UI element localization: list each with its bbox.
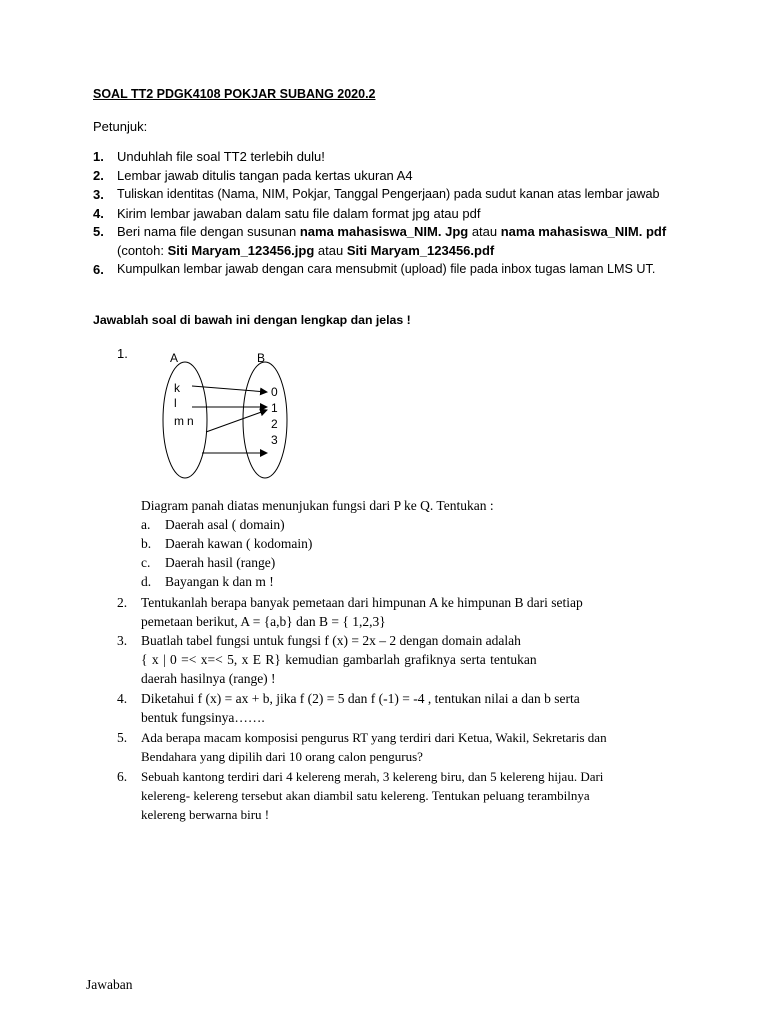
set-a-label: A bbox=[170, 351, 179, 365]
question-number: 4. bbox=[117, 691, 128, 706]
q1-intro: Diagram panah diatas menunjukan fungsi dari P ke Q. Tentukan : bbox=[141, 498, 494, 513]
instruction-number: 4. bbox=[93, 206, 104, 221]
instruction-number: 5. bbox=[93, 224, 104, 239]
set-b-item: 0 bbox=[271, 385, 278, 399]
question-text: Bendahara yang dipilih dari 10 orang calon pengurus? bbox=[141, 749, 423, 764]
question-number: 6. bbox=[117, 769, 128, 784]
answer-label: Jawaban bbox=[86, 977, 133, 992]
q1-part: Daerah hasil (range) bbox=[165, 555, 276, 570]
question-text: Sebuah kantong terdiri dari 4 kelereng merah, 3 kelereng biru, dan 5 kelereng hijau. Dari bbox=[141, 769, 604, 784]
set-a-item: m bbox=[174, 414, 184, 428]
question-text: Tentukanlah berapa banyak pemetaan dari himpunan A ke himpunan B dari setiap bbox=[141, 595, 583, 610]
instruction-item: Tuliskan identitas (Nama, NIM, Pokjar, Tanggal Pengerjaan) pada sudut kanan atas lembar jawab bbox=[117, 187, 660, 201]
page-title: SOAL TT2 PDGK4108 POKJAR SUBANG 2020.2 bbox=[93, 87, 376, 101]
instruction-item bbox=[117, 224, 666, 239]
set-a-item: k bbox=[174, 381, 180, 395]
question-text: Diketahui f (x) = ax + b, jika f (2) = 5 dan f (-1) = -4 , tentukan nilai a dan b serta bbox=[141, 691, 580, 706]
question-number: 1. bbox=[117, 346, 128, 361]
set-b-item: 1 bbox=[271, 401, 278, 415]
filename-example-pdf: Siti Maryam_123456.pdf bbox=[346, 243, 495, 258]
instruction-text: (contoh: bbox=[117, 243, 168, 258]
q1-part: Daerah asal ( domain) bbox=[165, 517, 285, 532]
instruction-text: Beri nama file dengan susunan bbox=[117, 224, 300, 239]
instruction-number: 2. bbox=[93, 168, 104, 183]
instruction-item: Unduhlah file soal TT2 terlebih dulu! bbox=[117, 149, 325, 164]
arrow-diagram bbox=[150, 340, 310, 490]
q1-part: Daerah kawan ( kodomain) bbox=[165, 536, 313, 551]
set-b-ellipse bbox=[243, 362, 287, 478]
instruction-item: Kirim lembar jawaban dalam satu file dalam format jpg atau pdf bbox=[117, 206, 481, 221]
instruction-item-continued bbox=[117, 243, 494, 258]
set-a-item: n bbox=[187, 414, 194, 428]
instruction-text: atau bbox=[468, 224, 501, 239]
set-b-label: B bbox=[257, 351, 266, 365]
question-number: 5. bbox=[117, 730, 128, 745]
instruction-number: 6. bbox=[93, 262, 104, 277]
instruction-item: Lembar jawab ditulis tangan pada kertas ukuran A4 bbox=[117, 168, 413, 183]
q1-part: Bayangan k dan m ! bbox=[165, 574, 274, 589]
question-number: 3. bbox=[117, 633, 128, 648]
set-b-item: 3 bbox=[271, 433, 278, 447]
question-number: 2. bbox=[117, 595, 128, 610]
question-text: Ada berapa macam komposisi pengurus RT yang terdiri dari Ketua, Wakil, Sekretaris dan bbox=[141, 730, 607, 745]
question-text: kelereng- kelereng tersebut akan diambil satu kelereng. Tentukan peluang terambilnya bbox=[141, 788, 590, 803]
question-text: pemetaan berikut, A = {a,b} dan B = { 1,2,3} bbox=[141, 614, 386, 629]
q1-part-letter: d. bbox=[141, 574, 152, 589]
question-text: kelereng berwarna biru ! bbox=[141, 807, 270, 822]
set-a-item: l bbox=[174, 396, 177, 410]
filename-example-jpg: Siti Maryam_123456.jpg bbox=[167, 243, 315, 258]
question-text: Buatlah tabel fungsi untuk fungsi f (x) = 2x – 2 dengan domain adalah bbox=[141, 633, 521, 648]
q1-part-letter: c. bbox=[141, 555, 151, 570]
q1-part-letter: b. bbox=[141, 536, 152, 551]
filename-format-jpg: nama mahasiswa_NIM. Jpg bbox=[299, 224, 469, 239]
set-a-ellipse bbox=[163, 362, 207, 478]
set-b-item: 2 bbox=[271, 417, 278, 431]
instruction-item: Kumpulkan lembar jawab dengan cara mensubmit (upload) file pada inbox tugas laman LMS UT. bbox=[117, 262, 656, 276]
mapping-arrow bbox=[206, 410, 267, 432]
instruction-number: 1. bbox=[93, 149, 104, 164]
q1-part-letter: a. bbox=[141, 517, 151, 532]
question-text: bentuk fungsinya……. bbox=[141, 710, 265, 725]
question-text: { x | 0 =< x=< 5, x E R} kemudian gambarlah grafiknya serta tentukan bbox=[141, 652, 537, 667]
filename-format-pdf: nama mahasiswa_NIM. pdf bbox=[500, 224, 667, 239]
instruction-text: atau bbox=[314, 243, 347, 258]
instructions-label: Petunjuk: bbox=[93, 119, 148, 134]
question-text: daerah hasilnya (range) ! bbox=[141, 671, 276, 686]
instruction-number: 3. bbox=[93, 187, 104, 202]
questions-heading: Jawablah soal di bawah ini dengan lengkap dan jelas ! bbox=[93, 313, 411, 327]
